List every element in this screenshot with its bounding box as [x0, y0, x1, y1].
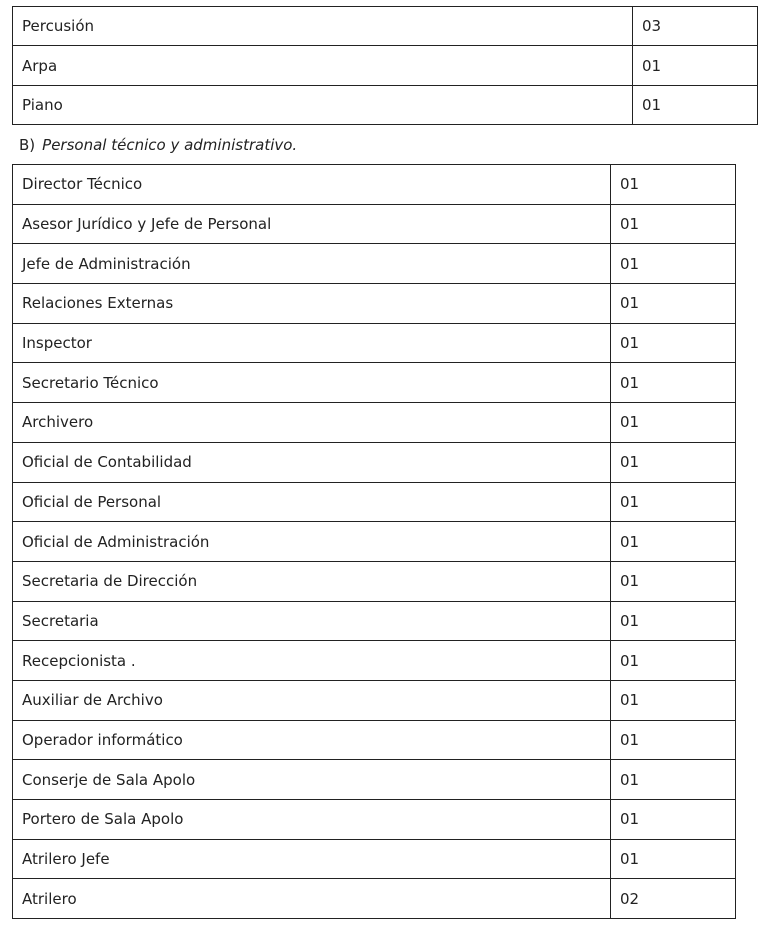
position-cell: Archivero	[13, 403, 611, 443]
table-row	[13, 244, 736, 284]
count-cell: 01	[633, 46, 758, 85]
count-cell: 01	[611, 284, 736, 324]
table-row	[13, 284, 736, 324]
count-cell: 01	[611, 482, 736, 522]
staff-table-technical-administrative	[12, 164, 736, 919]
table-row	[13, 85, 758, 124]
count-cell: 03	[633, 7, 758, 46]
position-cell: Secretaria de Dirección	[13, 561, 611, 601]
position-cell: Relaciones Externas	[13, 284, 611, 324]
section-heading	[19, 135, 297, 155]
position-cell: Atrilero	[13, 879, 611, 919]
table-row	[13, 7, 758, 46]
table-row	[13, 403, 736, 443]
position-cell: Recepcionista .	[13, 641, 611, 681]
table-body	[13, 165, 736, 919]
position-cell: Oficial de Personal	[13, 482, 611, 522]
count-cell: 01	[611, 720, 736, 760]
count-cell: 01	[611, 403, 736, 443]
position-cell: Oficial de Administración	[13, 522, 611, 562]
position-cell: Secretario Técnico	[13, 363, 611, 403]
count-cell: 01	[611, 204, 736, 244]
table-row	[13, 442, 736, 482]
table-row	[13, 363, 736, 403]
count-cell: 01	[611, 165, 736, 205]
position-cell: Oficial de Contabilidad	[13, 442, 611, 482]
count-cell: 01	[611, 561, 736, 601]
section-title: Personal técnico y administrativo.	[42, 136, 298, 154]
position-cell: Portero de Sala Apolo	[13, 800, 611, 840]
table-row	[13, 46, 758, 85]
table-row	[13, 760, 736, 800]
count-cell: 01	[611, 760, 736, 800]
table-row	[13, 165, 736, 205]
count-cell: 01	[611, 800, 736, 840]
table-row	[13, 522, 736, 562]
table-row	[13, 323, 736, 363]
position-cell: Atrilero Jefe	[13, 839, 611, 879]
position-cell: Inspector	[13, 323, 611, 363]
table-row	[13, 641, 736, 681]
position-cell: Auxiliar de Archivo	[13, 680, 611, 720]
table-row	[13, 601, 736, 641]
position-cell: Asesor Jurídico y Jefe de Personal	[13, 204, 611, 244]
count-cell: 01	[633, 85, 758, 124]
table-row	[13, 680, 736, 720]
table-row	[13, 204, 736, 244]
table-row	[13, 720, 736, 760]
table-row	[13, 561, 736, 601]
position-cell: Secretaria	[13, 601, 611, 641]
table-row	[13, 800, 736, 840]
count-cell: 01	[611, 601, 736, 641]
count-cell: 01	[611, 839, 736, 879]
position-cell: Operador informático	[13, 720, 611, 760]
table-row	[13, 482, 736, 522]
count-cell: 01	[611, 522, 736, 562]
count-cell: 01	[611, 442, 736, 482]
count-cell: 01	[611, 244, 736, 284]
position-cell: Jefe de Administración	[13, 244, 611, 284]
table-row	[13, 839, 736, 879]
staff-table-musicians	[12, 6, 758, 125]
position-cell: Piano	[13, 85, 633, 124]
position-cell: Conserje de Sala Apolo	[13, 760, 611, 800]
count-cell: 01	[611, 641, 736, 681]
count-cell: 02	[611, 879, 736, 919]
count-cell: 01	[611, 363, 736, 403]
table-row	[13, 879, 736, 919]
count-cell: 01	[611, 323, 736, 363]
section-letter: B)	[19, 136, 36, 154]
position-cell: Director Técnico	[13, 165, 611, 205]
count-cell: 01	[611, 680, 736, 720]
position-cell: Percusión	[13, 7, 633, 46]
position-cell: Arpa	[13, 46, 633, 85]
